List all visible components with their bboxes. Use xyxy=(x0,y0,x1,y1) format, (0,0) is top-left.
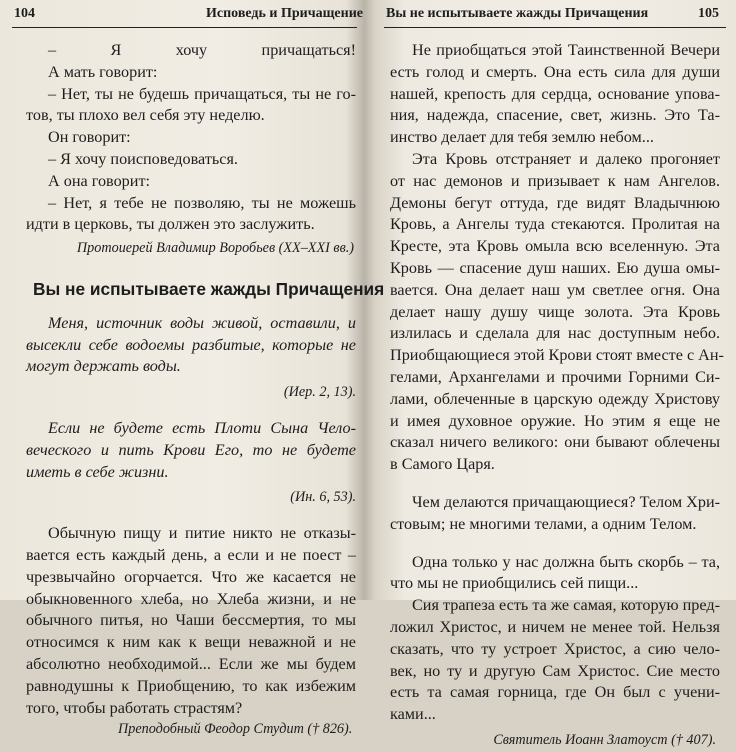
dialogue-line: – Я хочу поисповедоваться. xyxy=(48,149,238,168)
scripture-quote-1 xyxy=(26,313,356,378)
paragraph-line: Эта Кровь отстраняет и далеко прогоняет xyxy=(412,149,720,168)
paragraph-line: нашей, крепость для сердца, основание упова- xyxy=(390,84,720,103)
quote-1-source: (Иер. 2, 13). xyxy=(283,384,356,401)
quote-line: веческого и пить Крови Его, то не будете xyxy=(26,440,356,459)
quote-2-source: (Ин. 6, 53). xyxy=(290,489,356,506)
paragraph-line: Чем делаются причащающиеся? Телом Хри- xyxy=(412,492,721,511)
paragraph-line: есть голод и смерть. Она есть сила для души xyxy=(390,62,720,81)
paragraph-line: чрезвычайно огорчается. Что же касается не xyxy=(26,567,356,586)
dialogue-line: – Нет, ты не будешь причащаться, ты не го- xyxy=(48,84,356,103)
paragraph-line: излилась и сделала для нас доступным небо. xyxy=(390,324,720,343)
right-page xyxy=(378,0,730,748)
quote-line: Если не будете есть Плоти Сына Чело- xyxy=(48,418,356,437)
dialogue-line: Он говорит: xyxy=(48,128,131,147)
scripture-quote-2 xyxy=(26,418,356,483)
paragraph-line: Одна только у нас должна быть скорбь – та, xyxy=(412,552,720,571)
para-4 xyxy=(390,552,720,596)
quote-line: Меня, источник воды живой, оставили, и xyxy=(48,313,356,332)
paragraph-line: и имея духовное оружие. Но этим я еще не xyxy=(390,411,720,430)
quote-line: могут держать воды. xyxy=(26,357,181,376)
paragraph-line: делает нашу душу чище золота. Эта Кровь xyxy=(390,302,720,321)
paragraph-line: в Самого Царя. xyxy=(390,455,495,474)
paragraph-line: Кровь, а Ангелы туда стекаются. Пролитая на xyxy=(390,215,720,234)
paragraph-line: Демоны бегут оттуда, где видят Владычнюю xyxy=(390,193,720,212)
paragraph-line: инство делает для тебя землю небом... xyxy=(390,128,654,147)
para-3 xyxy=(390,492,720,536)
quote-line: иметь в себе жизни. xyxy=(26,462,169,481)
right-page-number: 105 xyxy=(698,6,719,21)
paragraph-line: вается есть каждый день, а если и не поест – xyxy=(26,545,356,564)
paragraph-line: стовым; не многими телами, а одним Телом. xyxy=(390,514,697,533)
paragraph-line: ния, надежда, спасение, свет, жизнь. Это Та- xyxy=(390,106,720,125)
dialogue-line: – Я хочу причащаться! xyxy=(48,41,356,59)
paragraph-line: от нас демонов и призывает к нам Ангелов. xyxy=(390,171,720,190)
paragraph-line: абсолютно необходимой... Если же мы будем xyxy=(26,654,356,673)
dialogue-author: Протоиерей Владимир Воробьев (XX–XXI вв.) xyxy=(76,240,354,257)
right-header-rule xyxy=(384,27,726,28)
paragraph-line: лами, облеченные в царскую одежду Христову xyxy=(390,389,720,408)
dialogue-line: – Нет, я тебе не позволяю, ты не можешь xyxy=(48,193,356,212)
paragraph-line: есть та самая горница, где Он был с учени- xyxy=(390,683,720,702)
dialogue-line: идти в церковь, ты должен это заслужить. xyxy=(26,215,315,234)
paragraph-line: ложил Христос, и ничем не менее той. Нельзя xyxy=(390,617,720,636)
paragraph-line: вается. Она делает наш ум светлее огня. Она xyxy=(390,280,720,299)
left-page-body xyxy=(26,40,385,741)
paragraph-author: Преподобный Феодор Студит († 826). xyxy=(118,721,353,738)
paragraph-line: ками... xyxy=(390,705,436,724)
paragraph-line: сказал ничего великого: они бывают облечены xyxy=(390,433,720,452)
paragraph-line: относимся к ним как к вещи неважной и не xyxy=(26,633,356,652)
right-page-body xyxy=(390,40,724,752)
dialogue-line: А она говорит: xyxy=(48,171,151,190)
paragraph-line: Сия трапеза есть та же самая, которую пред- xyxy=(412,596,720,615)
left-running-head: Исповедь и Причащение xyxy=(206,6,363,21)
paragraph-line: век, но ту и другую Сам Христос. Сие место xyxy=(390,661,720,680)
paragraph-line: гелами, Архангелами и прочими Горними Си- xyxy=(390,367,720,386)
left-page-number: 104 xyxy=(14,6,35,21)
para-1 xyxy=(390,40,720,149)
para-5-author: Святитель Иоанн Златоуст († 407). xyxy=(493,731,716,748)
paragraph-line: Приобщающиеся этой Крови стоят вместе с Ан- xyxy=(390,346,724,365)
right-running-head: Вы не испытываете жажды Причащения xyxy=(386,6,649,21)
paragraph-line: что мы не приобщились сей пищи... xyxy=(390,574,639,593)
paragraph-line: Обычную пищу и питие никто не отказы- xyxy=(48,524,356,543)
dialogue-line: А мать говорит: xyxy=(48,62,158,81)
paragraph-line: Кресте, эта Кровь омыла всю вселенную. Эта xyxy=(390,237,720,256)
para-5 xyxy=(390,595,720,726)
paragraph-line: Кровь — спасение душ наших. Ею душа омы- xyxy=(390,258,720,277)
paragraph-line: обыкновенного хлеба, но Хлеба жизни, и не xyxy=(26,589,356,608)
paragraph-line: обычного питья, но Чаши бессмертия, то мы xyxy=(26,611,356,630)
dialogue-line: тов, ты плохо вел себя эту неделю. xyxy=(26,106,265,125)
fedor-paragraph xyxy=(26,523,356,719)
quote-line: высекли себе водоемы разбитые, которые не xyxy=(26,335,356,354)
section-heading: Вы не испытываете жажды Причащения xyxy=(33,278,385,299)
para-2 xyxy=(390,149,724,476)
paragraph-line: сказать, что ту устроет Христос, а сию чело- xyxy=(390,639,720,658)
paragraph-line: Не приобщаться этой Таинственной Вечери xyxy=(412,41,720,59)
dialogue xyxy=(26,40,356,236)
left-header-rule xyxy=(12,27,357,28)
paragraph-line: равнодушны к Приобщению, то как избежим xyxy=(26,676,356,695)
paragraph-line: того, чтобы работать страстям? xyxy=(26,698,243,717)
